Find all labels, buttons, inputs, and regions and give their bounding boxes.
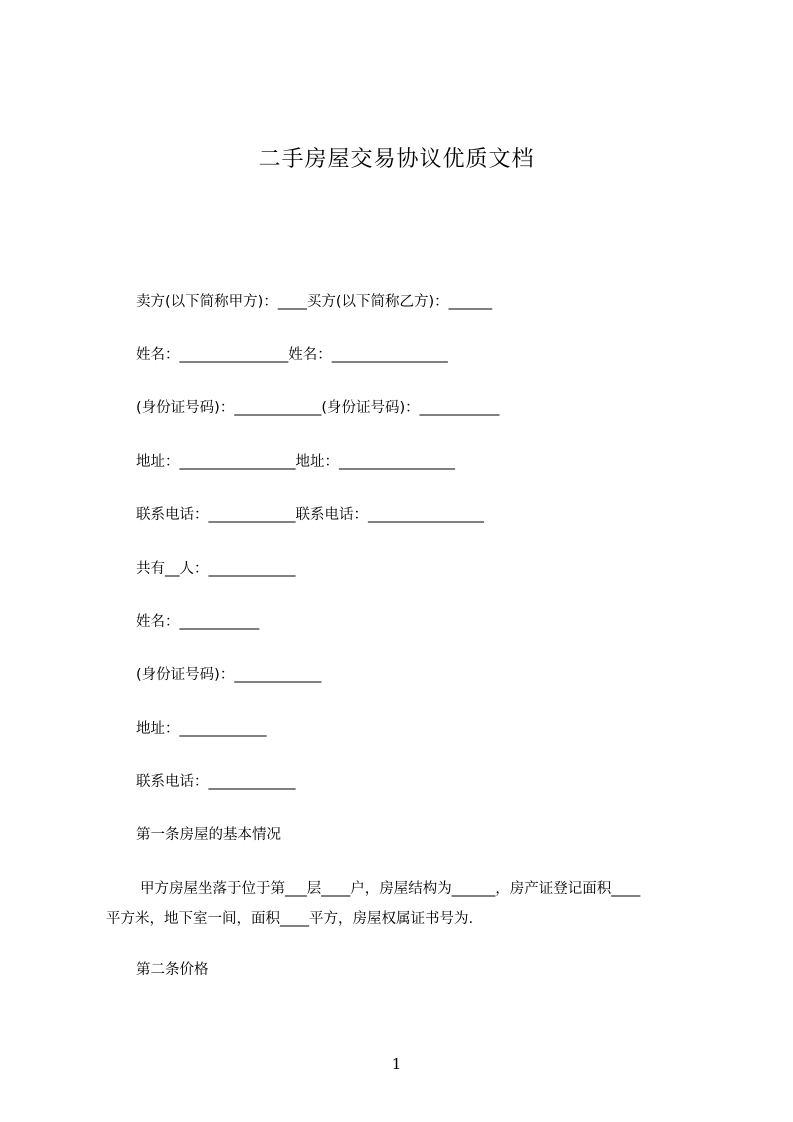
house-info-paragraph bbox=[106, 874, 706, 934]
co-owner-address-line: 地址：____________ bbox=[136, 721, 267, 737]
address-line: 地址：________________地址：________________ bbox=[136, 454, 455, 470]
section1-heading: 第一条房屋的基本情况 bbox=[136, 827, 281, 843]
id-number-line: (身份证号码)：____________(身份证号码)：___________ bbox=[136, 400, 500, 416]
phone-line: 联系电话：____________联系电话：________________ bbox=[136, 507, 484, 523]
section2-heading: 第二条价格 bbox=[136, 962, 209, 978]
house-info-line-1: 甲方房屋坐落于位于第___层____户，房屋结构为______，房产证登记面积____ bbox=[140, 881, 641, 897]
page-number: 1 bbox=[391, 1055, 402, 1073]
seller-buyer-line: 卖方(以下简称甲方)：____买方(以下简称乙方)：______ bbox=[136, 294, 493, 310]
name-line: 姓名：_______________姓名：________________ bbox=[136, 347, 448, 363]
co-owner-name-line: 姓名：___________ bbox=[136, 614, 260, 630]
co-owner-line: 共有__人：____________ bbox=[136, 561, 296, 577]
house-info-line-2: 平方米，地下室一间，面积____平方，房屋权属证书号为. bbox=[106, 911, 474, 927]
document-title: 二手房屋交易协议优质文档 bbox=[258, 147, 535, 172]
co-owner-id-line: (身份证号码)：____________ bbox=[136, 667, 322, 683]
co-owner-phone-line: 联系电话：____________ bbox=[136, 774, 296, 790]
